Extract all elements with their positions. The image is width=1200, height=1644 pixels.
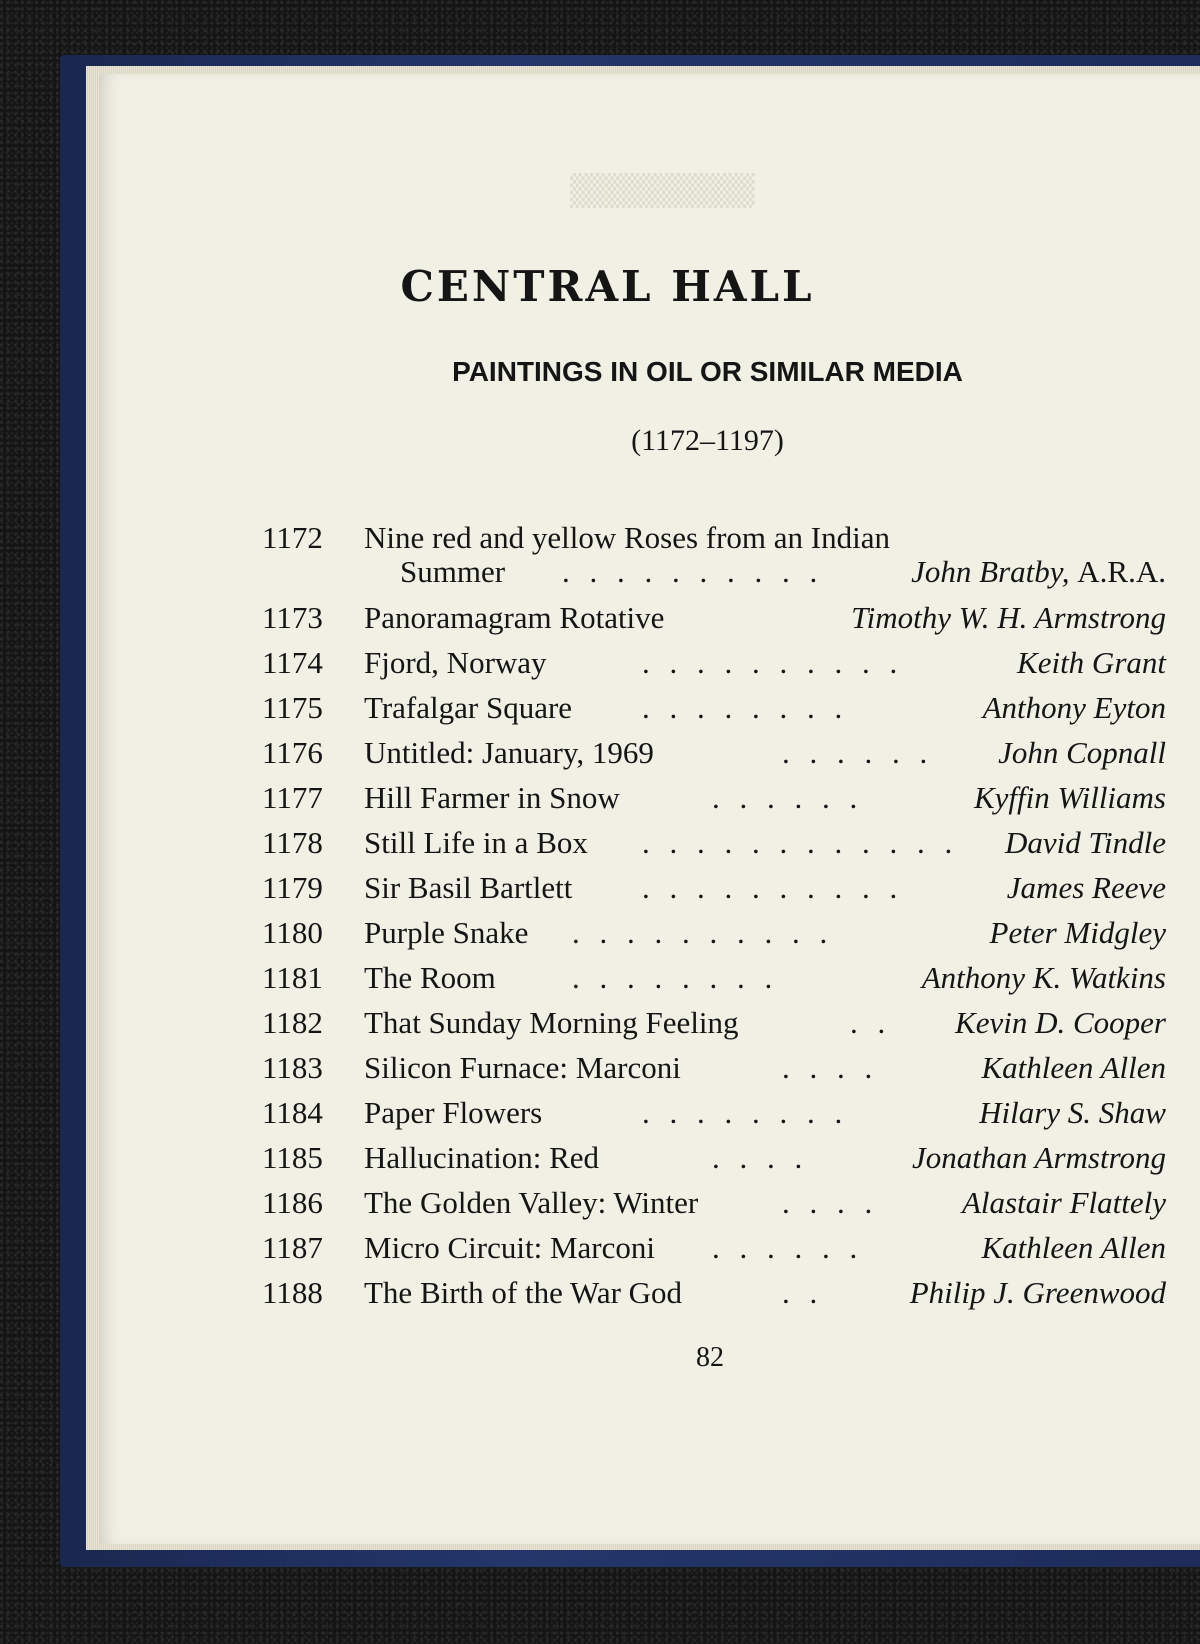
section-subtitle: PAINTINGS IN OIL OR SIMILAR MEDIA [452,356,963,387]
dot-leader: . . . . . . . . . . [642,870,904,905]
entry-artist: Keith Grant [1017,645,1166,680]
entry-number: 1185 [262,1140,323,1175]
entry-artist: David Tindle [1004,825,1166,860]
dot-leader: . . . . . . . . . . [562,554,824,589]
dot-leader: . . . . [782,1185,879,1220]
entry-title: Paper Flowers [364,1095,543,1130]
catalogue-number-range: (1172–1197) [631,424,784,457]
entry-artist: Kathleen Allen [981,1050,1166,1085]
catalogue-entry [262,1185,1166,1230]
entry-title: Purple Snake [364,915,529,950]
entry-title: Still Life in a Box [364,825,588,860]
catalogue-entry [262,780,1166,825]
entry-title: Trafalgar Square [364,690,573,725]
entry-artist: Kyffin Williams [973,780,1166,815]
entry-artist [911,554,1166,590]
entry-title: Sir Basil Bartlett [364,870,573,905]
entry-number: 1179 [262,870,323,905]
entry-title: Untitled: January, 1969 [364,735,654,770]
dot-leader: . . . . . . . . [642,1095,849,1130]
entry-number: 1182 [262,1005,323,1040]
entry-title: The Birth of the War God [364,1275,683,1310]
catalogue-entry [262,520,1166,600]
dot-leader: . . . . . . . . [572,960,779,995]
page-number: 82 [696,1342,724,1373]
dot-leader: . . . . . . . . . . [572,915,834,950]
entry-number: 1177 [262,780,323,815]
dot-leader: . . . . . . [712,1230,864,1265]
entry-artist: Anthony K. Watkins [921,960,1166,995]
catalogue-entry [262,870,1166,915]
entry-number: 1183 [262,1050,323,1085]
entry-artist: Jonathan Armstrong [911,1140,1166,1175]
catalogue-entry [262,960,1166,1005]
catalogue-entry [262,1095,1166,1140]
dot-leader: . . [782,1275,824,1310]
dot-leader: . . . . . . . . . . [642,645,904,680]
entry-artist: John Copnall [998,735,1166,770]
entry-number: 1184 [262,1095,323,1130]
entry-number: 1187 [262,1230,323,1265]
entry-number: 1180 [262,915,323,950]
entry-title: Hill Farmer in Snow [364,780,620,815]
entry-title: The Room [364,960,496,995]
entry-title: The Golden Valley: Winter [364,1185,699,1220]
entry-number: 1176 [262,735,323,770]
dot-leader: . . . . . . . . . . . . [642,825,959,860]
catalogue-entry [262,690,1166,735]
entry-number: 1181 [262,960,323,995]
entry-artist: Timothy W. H. Armstrong [851,600,1166,635]
section-title: CENTRAL HALL [400,262,815,311]
entry-title: Nine red and yellow Roses from an Indian [364,520,891,555]
entry-number: 1172 [262,520,323,555]
entry-number: 1178 [262,825,323,860]
show-through-text: ▒▒▒▒▒▒▒▒ [570,174,755,209]
dot-leader: . . . . [712,1140,809,1175]
dot-leader: . . . . [782,1050,879,1085]
dot-leader: . . . . . . [782,735,934,770]
dot-leader: . . . . . . [712,780,864,815]
entry-number: 1173 [262,600,323,635]
entry-title: That Sunday Morning Feeling [364,1005,739,1040]
entry-title: Fjord, Norway [364,645,547,680]
entry-number: 1188 [262,1275,323,1310]
catalogue-entry [262,1005,1166,1050]
entry-artist: Kevin D. Cooper [955,1005,1166,1040]
catalogue-entry [262,600,1166,645]
entry-artist: Kathleen Allen [981,1230,1166,1265]
entry-number: 1186 [262,1185,323,1220]
entry-title-continued: Summer [400,554,506,589]
entry-title: Panoramagram Rotative [364,600,665,635]
entry-number: 1174 [262,645,323,680]
entry-artist: Hilary S. Shaw [979,1095,1166,1130]
entry-title: Micro Circuit: Marconi [364,1230,655,1265]
artist-honour: A.R.A. [1077,554,1166,589]
catalogue-entry [262,1140,1166,1185]
catalogue-entry [262,735,1166,780]
catalogue-entry [262,1230,1166,1275]
catalogue-entries [262,520,1166,1320]
entry-artist: Peter Midgley [989,915,1166,950]
entry-artist: Anthony Eyton [982,690,1166,725]
entry-artist: James Reeve [1006,870,1166,905]
entry-artist: Alastair Flattely [961,1185,1166,1220]
entry-artist: Philip J. Greenwood [909,1275,1166,1310]
catalogue-entry [262,1050,1166,1095]
entry-title: Silicon Furnace: Marconi [364,1050,681,1085]
catalogue-entry [262,825,1166,870]
catalogue-entry [262,915,1166,960]
entry-title: Hallucination: Red [364,1140,600,1175]
dot-leader: . . [850,1005,892,1040]
entry-number: 1175 [262,690,323,725]
catalogue-entry [262,1275,1166,1320]
catalogue-entry [262,645,1166,690]
artist-name: John Bratby, [911,554,1070,589]
dot-leader: . . . . . . . . [642,690,849,725]
